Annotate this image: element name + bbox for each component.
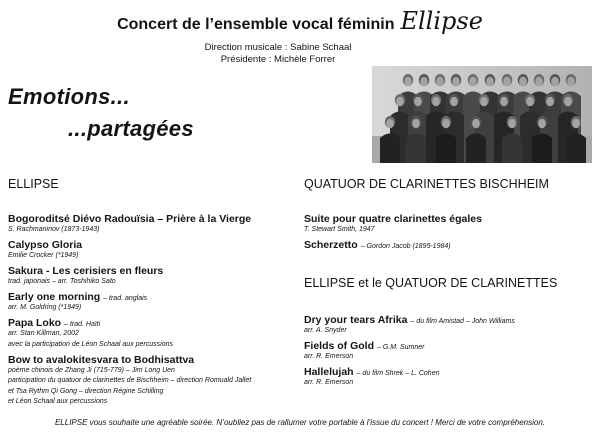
program-item xyxy=(304,338,594,363)
program-item xyxy=(8,352,300,408)
footer-message: ELLIPSE vous souhaite une agréable soirée. N’oubliez pas de rallumer votre portable à l’issue du concert ! Merci de votre compréhension. xyxy=(54,418,546,427)
piece-title-line xyxy=(8,352,300,366)
piece-title-line xyxy=(304,312,594,326)
program-item xyxy=(8,289,300,314)
piece-title-line xyxy=(8,263,300,277)
piece-title: Fields of Gold xyxy=(304,340,374,352)
piece-title: Suite pour quatre clarinettes égales xyxy=(304,213,482,225)
piece-title: Sakura - Les cerisiers en fleurs xyxy=(8,265,164,277)
piece-title: Early one morning xyxy=(8,291,101,303)
program-item xyxy=(304,211,594,236)
ensemble-name: Ellipse xyxy=(400,7,483,35)
program-item xyxy=(8,237,300,262)
program-item xyxy=(8,263,300,288)
piece-title: Papa Loko xyxy=(8,317,62,329)
piece-title-line xyxy=(304,338,594,352)
concert-title xyxy=(0,6,600,40)
piece-detail: et Tsa Rythm Qi Gong – direction Régine Schilling xyxy=(8,387,164,395)
piece-title: Dry your tears Afrika xyxy=(304,314,408,326)
piece-detail: arr. M. Goldring (*1949) xyxy=(8,304,82,311)
piece-title-line xyxy=(8,237,300,251)
president: Présidente : Michèle Forrer xyxy=(220,54,336,65)
concert-title-text: Concert de l’ensemble vocal féminin xyxy=(117,16,395,33)
piece-title-line xyxy=(304,364,594,378)
piece-title-line xyxy=(8,315,300,329)
piece-detail: trad. japonais – arr. Toshihiko Sato xyxy=(8,278,116,285)
choir-photo xyxy=(372,66,592,163)
piece-title: Hallelujah xyxy=(304,366,354,378)
piece-detail: Emilie Crocker (*1949) xyxy=(8,252,79,259)
musical-director: Direction musicale : Sabine Schaal xyxy=(204,42,352,53)
piece-detail: participation du quatuor de clarinettes de Bischheim – direction Romuald Jallet xyxy=(8,377,252,384)
tagline-line-1: Emotions... xyxy=(8,84,130,109)
program-item xyxy=(304,364,594,389)
piece-detail: S. Rachmaninov (1873-1943) xyxy=(8,226,100,233)
piece-note: – du film Amistad – John Williams xyxy=(410,318,515,325)
piece-detail: T. Stewart Smith, 1947 xyxy=(304,226,375,233)
piece-title: Scherzetto xyxy=(304,239,358,251)
piece-title-line xyxy=(304,237,594,251)
piece-note: – trad. anglais xyxy=(103,295,148,302)
program-item xyxy=(304,312,594,337)
piece-detail: et Léon Schaal aux percussions xyxy=(8,398,108,405)
piece-note: – Gordon Jacob (1895-1984) xyxy=(360,243,451,250)
piece-detail: avec la participation de Léon Schaal aux percussions xyxy=(8,340,173,348)
program-item xyxy=(304,237,594,251)
joint-program xyxy=(304,312,594,390)
piece-detail: arr. Stan Killman, 2002 xyxy=(8,330,79,337)
piece-detail: poème chinois de Zhang Ji (715-779) – Jim Long Uen xyxy=(8,366,175,374)
piece-title: Bogoroditsé Diévo Radouïsia – Prière à la Vierge xyxy=(8,213,252,225)
piece-title: Bow to avalokitesvara to Bodhisattva xyxy=(8,353,195,366)
clarinet-quartet-program xyxy=(304,211,594,253)
piece-title-line xyxy=(304,211,594,225)
piece-title: Calypso Gloria xyxy=(8,239,83,251)
tagline-line-2: ...partagées xyxy=(68,116,194,141)
piece-title-line xyxy=(8,211,300,225)
program-item xyxy=(8,211,300,236)
piece-title-line xyxy=(8,289,300,303)
piece-detail: arr. A. Snyder xyxy=(304,327,347,334)
piece-detail: arr. R. Emerson xyxy=(304,353,354,360)
piece-detail: arr. R. Emerson xyxy=(304,379,354,386)
piece-note: – G.M. Sumner xyxy=(377,344,425,351)
clarinet-quartet-heading: QUATUOR DE CLARINETTES BISCHHEIM xyxy=(304,177,549,191)
ellipse-program xyxy=(8,211,300,409)
ellipse-heading: ELLIPSE xyxy=(8,177,59,191)
program-item xyxy=(8,315,300,350)
piece-note: – du film Shrek – L. Cohen xyxy=(356,370,440,377)
piece-note: – trad. Haïti xyxy=(64,321,101,328)
joint-program-heading: ELLIPSE et le QUATUOR DE CLARINETTES xyxy=(304,276,558,290)
